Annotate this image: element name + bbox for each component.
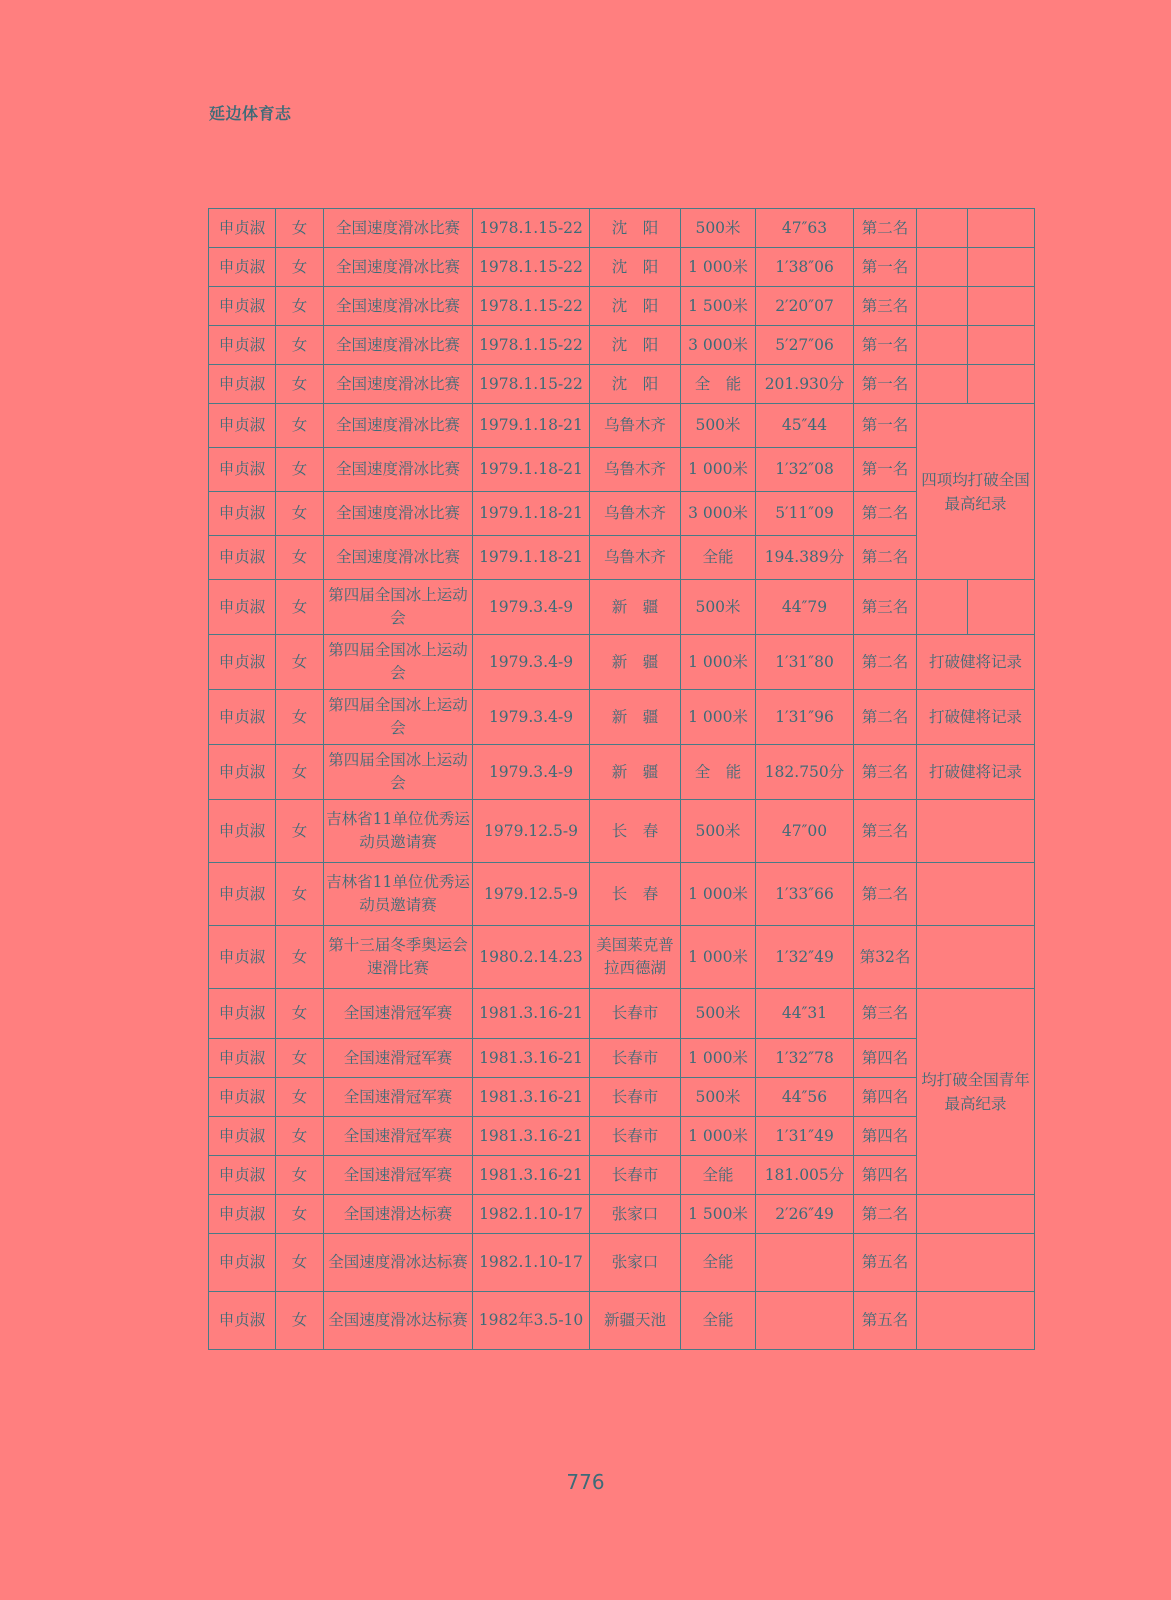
record-note: 打破健将记录 <box>917 635 1035 690</box>
event-date: 1981.3.16-21 <box>473 1117 590 1156</box>
athlete-gender: 女 <box>276 326 324 365</box>
table-row <box>209 745 1035 800</box>
event-distance: 500米 <box>681 404 756 448</box>
table-row <box>209 448 1035 492</box>
page-number: 776 <box>566 1470 605 1494</box>
table-row <box>209 1292 1035 1350</box>
athlete-name: 申贞淑 <box>209 580 276 635</box>
event-distance: 全 能 <box>681 745 756 800</box>
table-row <box>209 1039 1035 1078</box>
event-date: 1981.3.16-21 <box>473 1078 590 1117</box>
result-time: 1′38″06 <box>756 248 854 287</box>
result-rank: 第四名 <box>854 1156 917 1195</box>
event-name: 全国速度滑冰比赛 <box>324 248 473 287</box>
result-rank: 第一名 <box>854 365 917 404</box>
athlete-name: 申贞淑 <box>209 1117 276 1156</box>
event-name: 第四届全国冰上运动会 <box>324 635 473 690</box>
event-place: 沈 阳 <box>590 209 681 248</box>
athlete-gender: 女 <box>276 863 324 926</box>
event-date: 1979.3.4-9 <box>473 580 590 635</box>
event-date: 1981.3.16-21 <box>473 1156 590 1195</box>
result-time: 181.005分 <box>756 1156 854 1195</box>
table-row <box>209 635 1035 690</box>
result-rank: 第一名 <box>854 326 917 365</box>
event-distance: 1 000米 <box>681 248 756 287</box>
athlete-name: 申贞淑 <box>209 1156 276 1195</box>
athlete-name: 申贞淑 <box>209 404 276 448</box>
athlete-name: 申贞淑 <box>209 287 276 326</box>
event-name: 第十三届冬季奥运会速滑比赛 <box>324 926 473 989</box>
event-distance: 1 000米 <box>681 1039 756 1078</box>
event-distance: 1 500米 <box>681 287 756 326</box>
table-row <box>209 404 1035 448</box>
empty-note-cell <box>917 1195 1035 1234</box>
result-rank: 第二名 <box>854 1195 917 1234</box>
event-distance: 1 000米 <box>681 863 756 926</box>
record-note: 打破健将记录 <box>917 690 1035 745</box>
event-date: 1979.3.4-9 <box>473 690 590 745</box>
table-row <box>209 800 1035 863</box>
result-rank: 第一名 <box>854 404 917 448</box>
event-place: 长春市 <box>590 1039 681 1078</box>
event-place: 乌鲁木齐 <box>590 448 681 492</box>
event-date: 1979.12.5-9 <box>473 863 590 926</box>
empty-note-cell <box>917 1292 1035 1350</box>
athlete-name: 申贞淑 <box>209 1195 276 1234</box>
empty-cell <box>968 365 1035 404</box>
athlete-name: 申贞淑 <box>209 536 276 580</box>
empty-note-cell <box>917 1234 1035 1292</box>
result-time: 194.389分 <box>756 536 854 580</box>
athlete-gender: 女 <box>276 1234 324 1292</box>
table-row <box>209 926 1035 989</box>
table-row <box>209 580 1035 635</box>
athlete-gender: 女 <box>276 1292 324 1350</box>
event-name: 全国速度滑冰比赛 <box>324 492 473 536</box>
table-row <box>209 1195 1035 1234</box>
event-name: 全国速度滑冰比赛 <box>324 536 473 580</box>
athlete-gender: 女 <box>276 248 324 287</box>
event-date: 1982年3.5-10 <box>473 1292 590 1350</box>
result-rank: 第二名 <box>854 536 917 580</box>
table-row <box>209 287 1035 326</box>
athlete-name: 申贞淑 <box>209 989 276 1039</box>
event-distance: 500米 <box>681 800 756 863</box>
event-name: 全国速滑冠军赛 <box>324 1156 473 1195</box>
table-row <box>209 209 1035 248</box>
table-row <box>209 1156 1035 1195</box>
event-distance: 1 000米 <box>681 926 756 989</box>
result-rank: 第二名 <box>854 492 917 536</box>
event-date: 1978.1.15-22 <box>473 365 590 404</box>
empty-cell <box>917 365 968 404</box>
athlete-name: 申贞淑 <box>209 448 276 492</box>
table-row <box>209 248 1035 287</box>
empty-cell <box>917 287 968 326</box>
result-time: 2′26″49 <box>756 1195 854 1234</box>
athlete-name: 申贞淑 <box>209 745 276 800</box>
athlete-gender: 女 <box>276 1117 324 1156</box>
event-name: 全国速度滑冰达标赛 <box>324 1292 473 1350</box>
result-rank: 第三名 <box>854 800 917 863</box>
athlete-gender: 女 <box>276 580 324 635</box>
event-place: 张家口 <box>590 1234 681 1292</box>
athlete-name: 申贞淑 <box>209 800 276 863</box>
table-row <box>209 1078 1035 1117</box>
event-place: 沈 阳 <box>590 365 681 404</box>
event-date: 1981.3.16-21 <box>473 989 590 1039</box>
result-time: 5′27″06 <box>756 326 854 365</box>
athlete-name: 申贞淑 <box>209 326 276 365</box>
empty-cell <box>917 248 968 287</box>
event-place: 长春市 <box>590 989 681 1039</box>
empty-cell <box>917 209 968 248</box>
record-note: 均打破全国青年最高纪录 <box>917 989 1035 1195</box>
event-place: 长春市 <box>590 1156 681 1195</box>
event-date: 1979.1.18-21 <box>473 404 590 448</box>
event-name: 全国速滑冠军赛 <box>324 1039 473 1078</box>
empty-cell <box>968 287 1035 326</box>
event-name: 全国速滑冠军赛 <box>324 989 473 1039</box>
record-note: 四项均打破全国最高纪录 <box>917 404 1035 580</box>
event-distance: 全能 <box>681 1156 756 1195</box>
result-rank: 第三名 <box>854 580 917 635</box>
result-time: 44″79 <box>756 580 854 635</box>
event-date: 1979.3.4-9 <box>473 635 590 690</box>
result-rank: 第四名 <box>854 1039 917 1078</box>
table-row <box>209 1234 1035 1292</box>
empty-cell <box>968 326 1035 365</box>
event-date: 1978.1.15-22 <box>473 209 590 248</box>
event-name: 全国速滑冠军赛 <box>324 1117 473 1156</box>
result-rank: 第二名 <box>854 863 917 926</box>
event-distance: 3 000米 <box>681 326 756 365</box>
result-time <box>756 1292 854 1350</box>
event-date: 1978.1.15-22 <box>473 248 590 287</box>
event-date: 1978.1.15-22 <box>473 326 590 365</box>
event-name: 全国速滑冠军赛 <box>324 1078 473 1117</box>
event-distance: 全能 <box>681 1292 756 1350</box>
table-row <box>209 492 1035 536</box>
empty-cell <box>968 209 1035 248</box>
result-time: 2′20″07 <box>756 287 854 326</box>
event-distance: 全 能 <box>681 365 756 404</box>
event-name: 吉林省11单位优秀运动员邀请赛 <box>324 863 473 926</box>
event-name: 全国速度滑冰比赛 <box>324 404 473 448</box>
athlete-gender: 女 <box>276 989 324 1039</box>
athlete-name: 申贞淑 <box>209 209 276 248</box>
athlete-name: 申贞淑 <box>209 863 276 926</box>
book-title-header: 延边体育志 <box>209 104 292 123</box>
athlete-name: 申贞淑 <box>209 1292 276 1350</box>
athlete-gender: 女 <box>276 536 324 580</box>
empty-cell <box>968 248 1035 287</box>
result-time: 1′31″96 <box>756 690 854 745</box>
result-time <box>756 1234 854 1292</box>
athlete-gender: 女 <box>276 1039 324 1078</box>
empty-note-cell <box>917 926 1035 989</box>
result-time: 1′31″49 <box>756 1117 854 1156</box>
event-place: 新疆天池 <box>590 1292 681 1350</box>
event-date: 1979.3.4-9 <box>473 745 590 800</box>
event-distance: 1 000米 <box>681 448 756 492</box>
event-date: 1982.1.10-17 <box>473 1195 590 1234</box>
event-place: 新 疆 <box>590 690 681 745</box>
event-distance: 1 000米 <box>681 1117 756 1156</box>
result-time: 1′32″78 <box>756 1039 854 1078</box>
athlete-name: 申贞淑 <box>209 1078 276 1117</box>
athlete-name: 申贞淑 <box>209 690 276 745</box>
event-distance: 1 000米 <box>681 635 756 690</box>
event-name: 全国速度滑冰比赛 <box>324 287 473 326</box>
athlete-name: 申贞淑 <box>209 635 276 690</box>
result-rank: 第二名 <box>854 690 917 745</box>
event-date: 1979.1.18-21 <box>473 492 590 536</box>
result-rank: 第三名 <box>854 287 917 326</box>
event-place: 长 春 <box>590 863 681 926</box>
event-name: 全国速度滑冰比赛 <box>324 365 473 404</box>
event-place: 沈 阳 <box>590 326 681 365</box>
athlete-gender: 女 <box>276 800 324 863</box>
result-rank: 第四名 <box>854 1078 917 1117</box>
result-rank: 第三名 <box>854 745 917 800</box>
event-distance: 全能 <box>681 536 756 580</box>
athlete-gender: 女 <box>276 1195 324 1234</box>
event-date: 1982.1.10-17 <box>473 1234 590 1292</box>
empty-cell <box>917 580 968 635</box>
result-time: 1′31″80 <box>756 635 854 690</box>
athlete-name: 申贞淑 <box>209 492 276 536</box>
empty-note-cell <box>917 863 1035 926</box>
athlete-gender: 女 <box>276 745 324 800</box>
empty-cell <box>917 326 968 365</box>
event-name: 全国速度滑冰比赛 <box>324 209 473 248</box>
event-date: 1978.1.15-22 <box>473 287 590 326</box>
event-distance: 500米 <box>681 989 756 1039</box>
result-time: 47″00 <box>756 800 854 863</box>
athlete-name: 申贞淑 <box>209 926 276 989</box>
result-time: 1′32″08 <box>756 448 854 492</box>
event-place: 长春市 <box>590 1117 681 1156</box>
empty-note-cell <box>917 800 1035 863</box>
event-name: 第四届全国冰上运动会 <box>324 580 473 635</box>
event-distance: 500米 <box>681 580 756 635</box>
event-date: 1979.1.18-21 <box>473 448 590 492</box>
result-time: 47″63 <box>756 209 854 248</box>
event-place: 乌鲁木齐 <box>590 492 681 536</box>
event-place: 沈 阳 <box>590 248 681 287</box>
empty-cell <box>968 580 1035 635</box>
athlete-gender: 女 <box>276 690 324 745</box>
event-distance: 1 500米 <box>681 1195 756 1234</box>
event-date: 1980.2.14.23 <box>473 926 590 989</box>
result-rank: 第五名 <box>854 1234 917 1292</box>
event-date: 1979.1.18-21 <box>473 536 590 580</box>
event-place: 沈 阳 <box>590 287 681 326</box>
athlete-gender: 女 <box>276 492 324 536</box>
athlete-gender: 女 <box>276 1078 324 1117</box>
athlete-gender: 女 <box>276 926 324 989</box>
result-rank: 第三名 <box>854 989 917 1039</box>
athlete-name: 申贞淑 <box>209 1039 276 1078</box>
event-date: 1979.12.5-9 <box>473 800 590 863</box>
event-name: 全国速度滑冰比赛 <box>324 448 473 492</box>
event-name: 第四届全国冰上运动会 <box>324 690 473 745</box>
event-distance: 500米 <box>681 209 756 248</box>
event-name: 吉林省11单位优秀运动员邀请赛 <box>324 800 473 863</box>
result-rank: 第四名 <box>854 1117 917 1156</box>
athlete-records-table <box>208 208 1035 1350</box>
result-time: 5′11″09 <box>756 492 854 536</box>
event-distance: 500米 <box>681 1078 756 1117</box>
event-place: 长 春 <box>590 800 681 863</box>
event-name: 全国速滑达标赛 <box>324 1195 473 1234</box>
result-rank: 第一名 <box>854 248 917 287</box>
event-name: 全国速度滑冰比赛 <box>324 326 473 365</box>
record-note: 打破健将记录 <box>917 745 1035 800</box>
event-name: 全国速度滑冰达标赛 <box>324 1234 473 1292</box>
athlete-gender: 女 <box>276 1156 324 1195</box>
result-rank: 第一名 <box>854 448 917 492</box>
event-distance: 3 000米 <box>681 492 756 536</box>
result-time: 44″31 <box>756 989 854 1039</box>
event-place: 美国莱克普拉西德湖 <box>590 926 681 989</box>
athlete-gender: 女 <box>276 209 324 248</box>
athlete-name: 申贞淑 <box>209 365 276 404</box>
result-rank: 第二名 <box>854 635 917 690</box>
result-rank: 第二名 <box>854 209 917 248</box>
event-place: 新 疆 <box>590 635 681 690</box>
result-rank: 第五名 <box>854 1292 917 1350</box>
result-time: 45″44 <box>756 404 854 448</box>
athlete-gender: 女 <box>276 635 324 690</box>
table-row <box>209 690 1035 745</box>
table-row <box>209 989 1035 1039</box>
event-date: 1981.3.16-21 <box>473 1039 590 1078</box>
event-distance: 1 000米 <box>681 690 756 745</box>
result-rank: 第32名 <box>854 926 917 989</box>
table-row <box>209 326 1035 365</box>
athlete-gender: 女 <box>276 448 324 492</box>
event-place: 新 疆 <box>590 580 681 635</box>
result-time: 44″56 <box>756 1078 854 1117</box>
event-place: 长春市 <box>590 1078 681 1117</box>
table-row <box>209 365 1035 404</box>
event-distance: 全能 <box>681 1234 756 1292</box>
athlete-name: 申贞淑 <box>209 248 276 287</box>
event-place: 新 疆 <box>590 745 681 800</box>
athlete-gender: 女 <box>276 287 324 326</box>
result-time: 182.750分 <box>756 745 854 800</box>
event-place: 乌鲁木齐 <box>590 536 681 580</box>
result-time: 1′33″66 <box>756 863 854 926</box>
event-place: 张家口 <box>590 1195 681 1234</box>
result-time: 1′32″49 <box>756 926 854 989</box>
table-row <box>209 536 1035 580</box>
event-place: 乌鲁木齐 <box>590 404 681 448</box>
event-name: 第四届全国冰上运动会 <box>324 745 473 800</box>
athlete-gender: 女 <box>276 404 324 448</box>
athlete-name: 申贞淑 <box>209 1234 276 1292</box>
athlete-gender: 女 <box>276 365 324 404</box>
table-row <box>209 863 1035 926</box>
result-time: 201.930分 <box>756 365 854 404</box>
table-row <box>209 1117 1035 1156</box>
